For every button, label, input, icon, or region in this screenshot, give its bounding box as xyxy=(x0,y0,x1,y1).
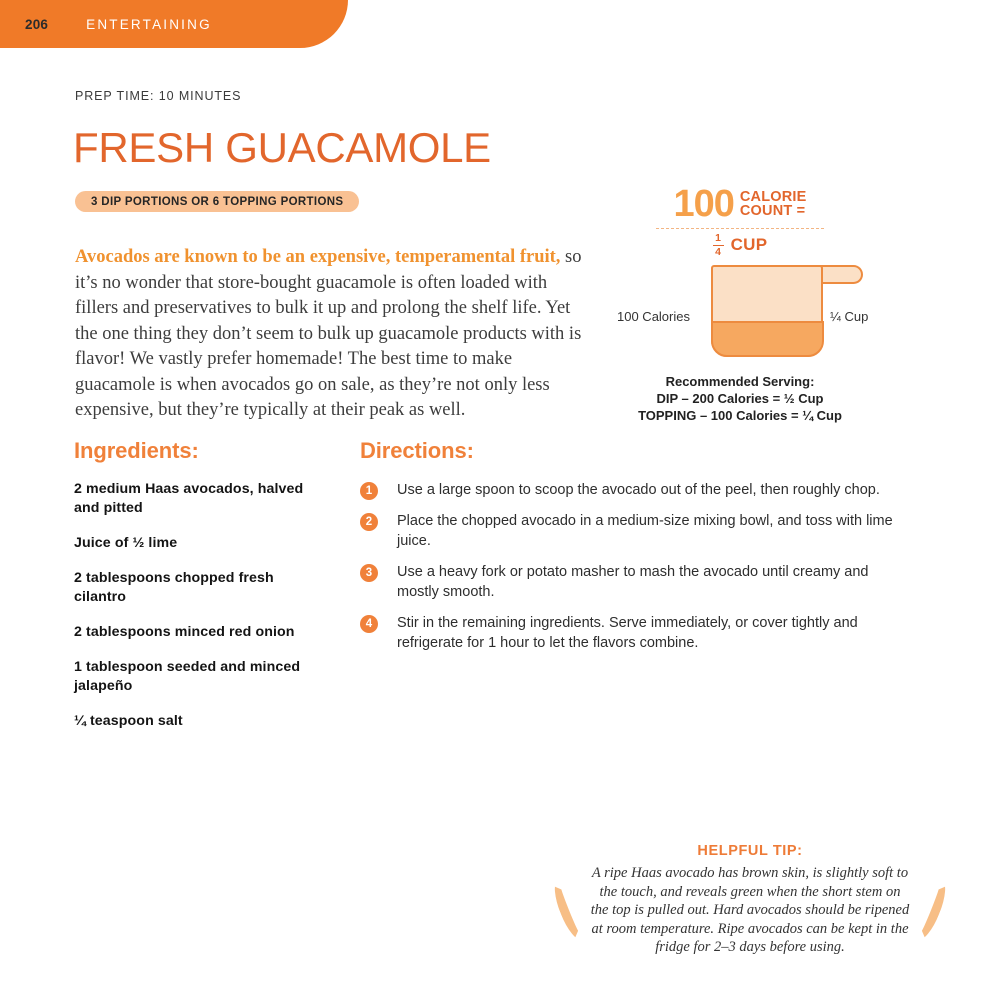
step-text: Stir in the remaining ingredients. Serve immediately, or cover tightly and refrigerate for 1 hour to let the flavors combine. xyxy=(397,615,858,651)
step-number-badge: 3 xyxy=(360,564,378,582)
helpful-tip-box xyxy=(560,843,940,957)
quarter-fraction xyxy=(713,233,724,257)
helpful-tip-heading: HELPFUL TIP: xyxy=(697,843,803,859)
helpful-tip-text: A ripe Haas avocado has brown skin, is slightly soft to the touch, and reveals green when the short stem on the top is pulled out. Hard avocados should be ripened at room temperature. Ripe avocados can be kept in the fridge for 2–3 days before using. xyxy=(590,865,910,955)
direction-step xyxy=(360,480,905,500)
calorie-number: 100 xyxy=(673,183,734,225)
ingredient-item: 2 medium Haas avocados, halved and pitted xyxy=(74,481,304,516)
direction-step xyxy=(360,562,905,602)
ingredients-list xyxy=(74,480,329,731)
section-name: ENTERTAINING xyxy=(86,16,212,32)
recommended-serving xyxy=(595,373,885,424)
intro-paragraph xyxy=(75,245,590,424)
intro-body: so it’s no wonder that store-bought guacamole is often loaded with fillers and preservatives to bulk it up and prolong the shelf life. Yet the one thing they don’t seem to bulk up guacamole products with is flavor! We vastly prefer homemade! The best time to make guacamole is when avocados go on sale, as they’re not only less expensive, but they’re typically at their peak as well. xyxy=(75,247,582,420)
calorie-headline xyxy=(595,185,885,223)
calorie-count-infographic xyxy=(595,185,885,424)
directions-section xyxy=(360,438,905,664)
prep-time: PREP TIME: 10 MINUTES xyxy=(75,89,242,103)
step-number-badge: 2 xyxy=(360,513,378,531)
direction-step xyxy=(360,613,905,653)
dashed-divider xyxy=(656,228,824,229)
page-header-banner xyxy=(0,0,348,48)
calorie-label-line2: COUNT = xyxy=(739,203,806,219)
ingredient-item: 1 tablespoon seeded and minced jalapeño xyxy=(74,659,301,694)
ingredient-item: 2 tablespoons minced red onion xyxy=(74,624,295,640)
serving-heading: Recommended Serving: xyxy=(665,373,815,389)
cup-measure-label xyxy=(595,233,885,257)
fraction-denominator: 4 xyxy=(715,245,722,258)
directions-list xyxy=(360,480,905,653)
directions-heading: Directions: xyxy=(360,438,474,463)
intro-lead-in: Avocados are known to be an expensive, temperamental fruit, xyxy=(75,247,561,267)
cup-right-label: ¼ Cup xyxy=(830,308,869,324)
page-number: 206 xyxy=(25,16,49,32)
cup-unit-word: CUP xyxy=(730,234,768,254)
calorie-count-label xyxy=(740,190,807,219)
direction-step xyxy=(360,511,905,551)
step-number-badge: 1 xyxy=(360,482,378,500)
fraction-numerator: 1 xyxy=(715,232,722,244)
helpful-tip-body xyxy=(560,864,940,957)
ingredients-heading: Ingredients: xyxy=(74,438,199,463)
portions-badge: 3 DIP PORTIONS OR 6 TOPPING PORTIONS xyxy=(75,191,359,212)
cup-fill-level xyxy=(711,321,824,357)
page-title: FRESH GUACAMOLE xyxy=(73,124,491,171)
cup-handle xyxy=(819,265,863,284)
cup-left-label: 100 Calories xyxy=(617,308,690,324)
measuring-cup-icon xyxy=(615,265,869,360)
ingredient-item: 2 tablespoons chopped fresh cilantro xyxy=(74,570,274,605)
serving-topping: TOPPING – 100 Calories = ¼ Cup xyxy=(638,407,842,423)
cup-body xyxy=(711,265,823,357)
step-text: Place the chopped avocado in a medium-size mixing bowl, and toss with lime juice. xyxy=(397,513,893,549)
ingredient-item: ¼ teaspoon salt xyxy=(74,713,183,729)
ingredient-item: Juice of ½ lime xyxy=(74,535,178,551)
step-text: Use a heavy fork or potato masher to mash the avocado until creamy and mostly smooth. xyxy=(397,564,869,600)
step-text: Use a large spoon to scoop the avocado out of the peel, then roughly chop. xyxy=(397,482,880,498)
ingredients-section xyxy=(74,438,329,747)
step-number-badge: 4 xyxy=(360,615,378,633)
calorie-label-line1: CALORIE xyxy=(739,188,807,205)
serving-dip: DIP – 200 Calories = ½ Cup xyxy=(656,390,824,406)
